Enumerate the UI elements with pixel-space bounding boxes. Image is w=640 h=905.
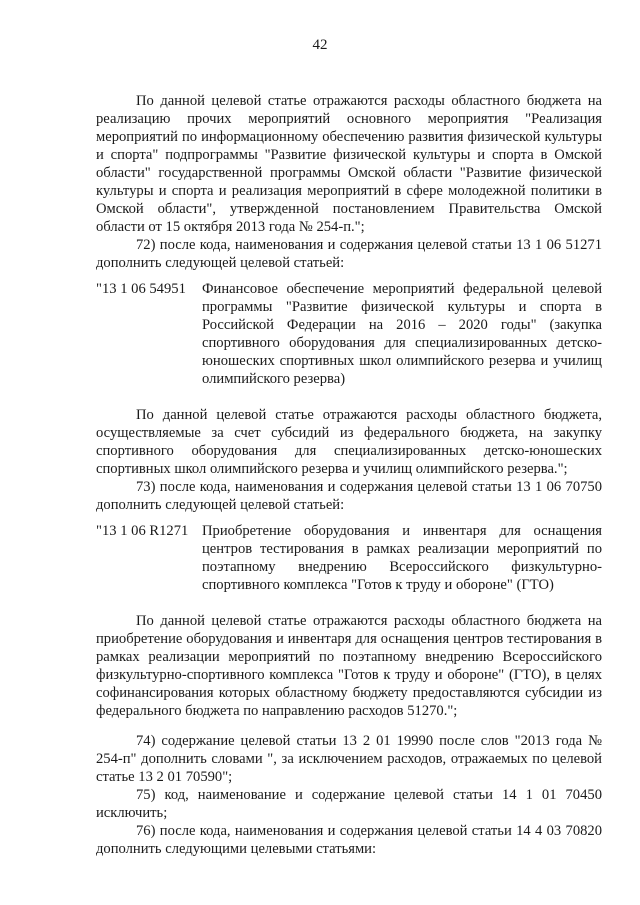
target-article-title: Приобретение оборудования и инвентаря для оснащения центров тестирования в рамках реализации мероприятий по поэтапному внедрению Всероссийского физкультурно-спортивного комплекса "Готов к труду и обороне" (ГТО) [202,523,602,593]
paragraph-expense-description-3: По данной целевой статье отражаются расходы областного бюджета на приобретение оборудования и инвентаря для оснащения центров тестирования в рамках реализации мероприятий по поэтапному внедрению Всероссийского физкультурно-спортивного комплекса "Готов к труду и обороне" (ГТО), в целях софинансирования которых областному бюджету предоставляются субсидии из федерального бюджета по направлению расходов 51270."; [96,613,602,719]
target-article-entry-54951 [96,280,602,388]
target-article-code: "13 1 06 R1271 [96,523,189,539]
paragraph-expense-description-2: По данной целевой статье отражаются расходы областного бюджета, осуществляемые за счет субсидий из федерального бюджета, на закупку спортивного оборудования для специализированных детско-юношеских спортивных школ олимпийского резерва и училищ олимпийского резерва."; [96,407,602,477]
paragraph-item-73: 73) после кода, наименования и содержания целевой статьи 13 1 06 70750 дополнить следующей целевой статьей: [96,479,602,513]
paragraph-item-72: 72) после кода, наименования и содержания целевой статьи 13 1 06 51271 дополнить следующей целевой статьей: [96,237,602,271]
paragraph-item-76: 76) после кода, наименования и содержания целевой статьи 14 4 03 70820 дополнить следующими целевыми статьями: [96,823,602,857]
paragraph-item-75: 75) код, наименование и содержание целевой статьи 14 1 01 70450 исключить; [96,787,602,821]
document-body [96,92,602,858]
target-article-title: Финансовое обеспечение мероприятий федеральной целевой программы "Развитие физической культуры и спорта в Российской Федерации на 2016 – 2020 годы" (закупка спортивного оборудования для специализированных детско-юношеских спортивных школ олимпийского резерва и училищ олимпийского резерва) [202,281,602,387]
paragraph-item-74: 74) содержание целевой статьи 13 2 01 19990 после слов "2013 года № 254-п" дополнить словами ", за исключением расходов, отражаемых по целевой статье 13 2 01 70590"; [96,733,602,785]
target-article-entry-R1271 [96,522,602,594]
page-number: 42 [312,37,328,53]
target-article-code: "13 1 06 54951 [96,281,186,297]
paragraph-expense-description-1: По данной целевой статье отражаются расходы областного бюджета на реализацию прочих мероприятий основного мероприятия "Реализация мероприятий по информационному обеспечению развития физической культуры и спорта" подпрограммы "Развитие физической культуры и спорта в Омской области" государственной программы Омской области "Развитие физической культуры и спорта и реализация мероприятий в сфере молодежной политики в Омской области", утвержденной постановлением Правительства Омской области от 15 октября 2013 года № 254-п."; [96,93,602,235]
